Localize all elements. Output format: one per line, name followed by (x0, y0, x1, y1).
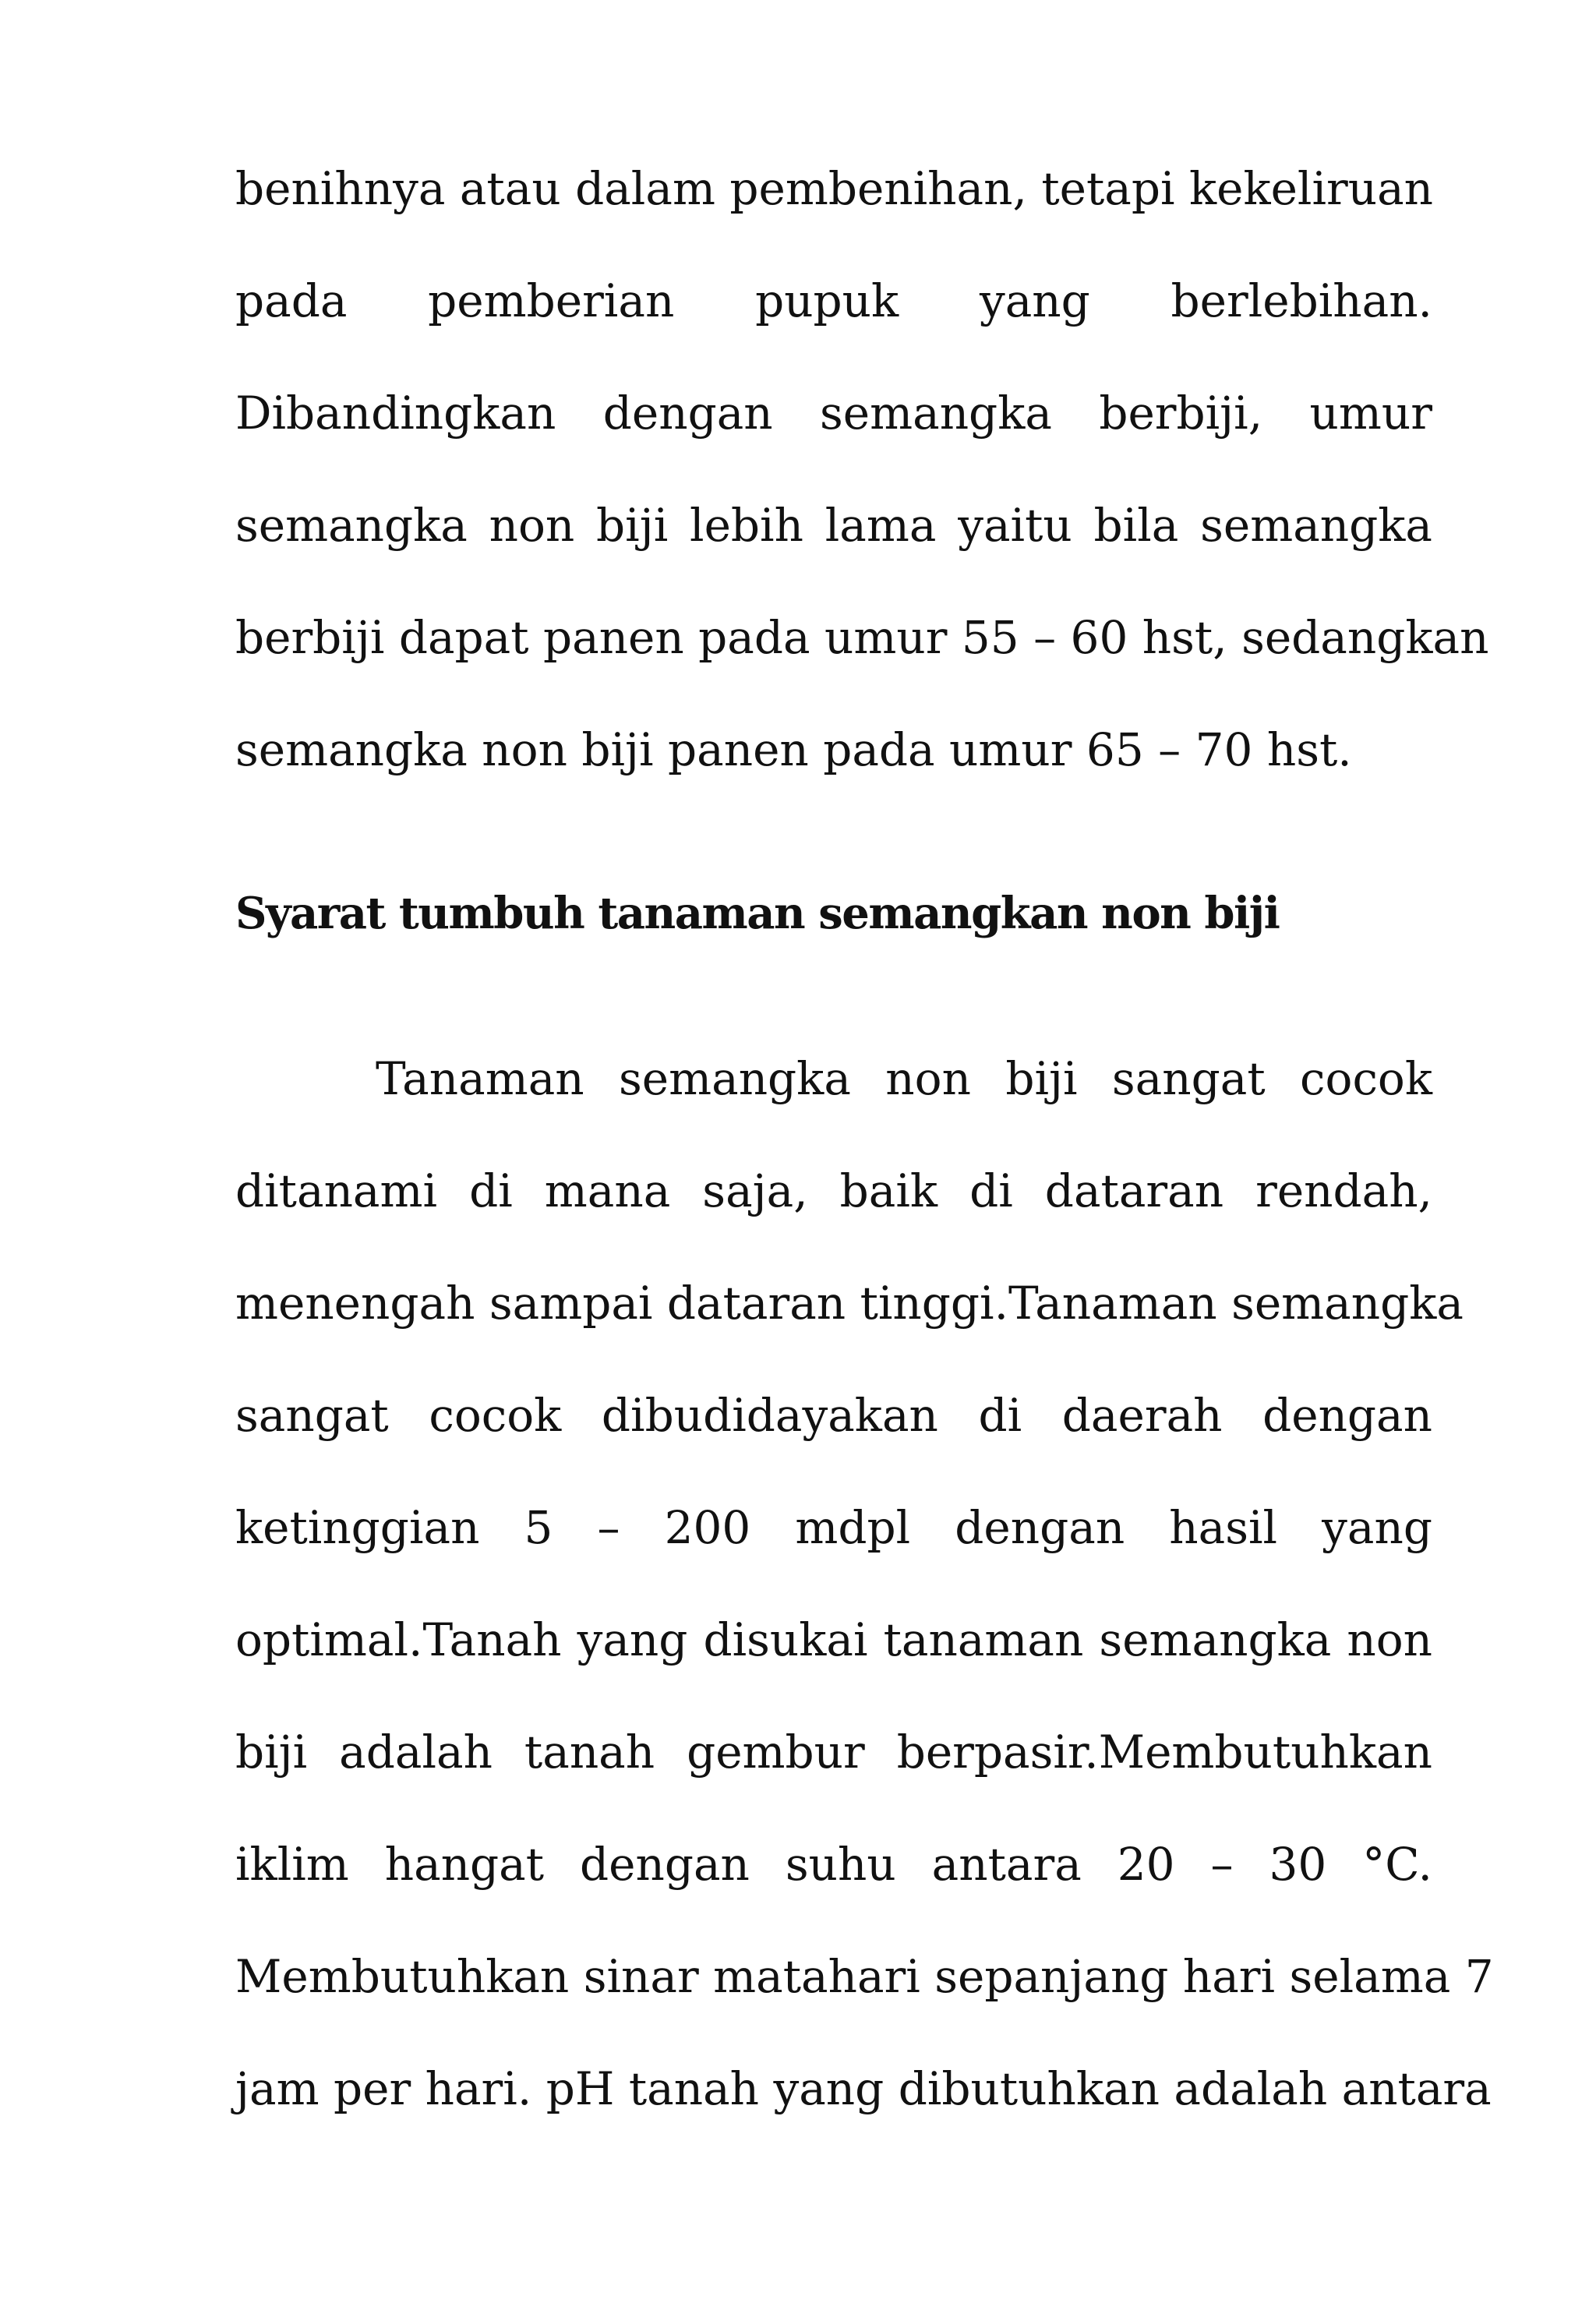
paragraph-2-line-5: ketinggian 5 – 200 mdpl dengan hasil yang (235, 1501, 1432, 1554)
paragraph-1-line-6: semangka non biji panen pada umur 65 – 70 hst. (235, 723, 1352, 776)
paragraph-1-line-1: benihnya atau dalam pembenihan, tetapi kekeliruan (235, 162, 1434, 215)
paragraph-2-line-2: ditanami di mana saja, baik di dataran rendah, (235, 1164, 1432, 1217)
paragraph-2-line-6: optimal.Tanah yang disukai tanaman semangka non (235, 1613, 1432, 1666)
paragraph-2-line-10: jam per hari. pH tanah yang dibutuhkan adalah antara (235, 2062, 1492, 2115)
paragraph-2-line-1: Tanaman semangka non biji sangat cocok (376, 1052, 1432, 1105)
paragraph-2-line-9: Membutuhkan sinar matahari sepanjang hari selama 7 (235, 1950, 1494, 2003)
paragraph-1-line-5: berbiji dapat panen pada umur 55 – 60 hst, sedangkan (235, 611, 1489, 664)
paragraph-2-line-4: sangat cocok dibudidayakan di daerah dengan (235, 1389, 1432, 1442)
paragraph-1-line-3: Dibandingkan dengan semangka berbiji, umur (235, 387, 1432, 440)
paragraph-2-line-3: menengah sampai dataran tinggi.Tanaman semangka (235, 1277, 1464, 1330)
paragraph-2-line-8: iklim hangat dengan suhu antara 20 – 30 °C. (235, 1838, 1432, 1891)
paragraph-1-line-4: semangka non biji lebih lama yaitu bila semangka (235, 499, 1432, 552)
section-heading: Syarat tumbuh tanaman semangkan non biji (235, 888, 1280, 939)
paragraph-2-line-7: biji adalah tanah gembur berpasir.Membutuhkan (235, 1726, 1432, 1779)
paragraph-1-line-2: pada pemberian pupuk yang berlebihan. (235, 274, 1432, 327)
